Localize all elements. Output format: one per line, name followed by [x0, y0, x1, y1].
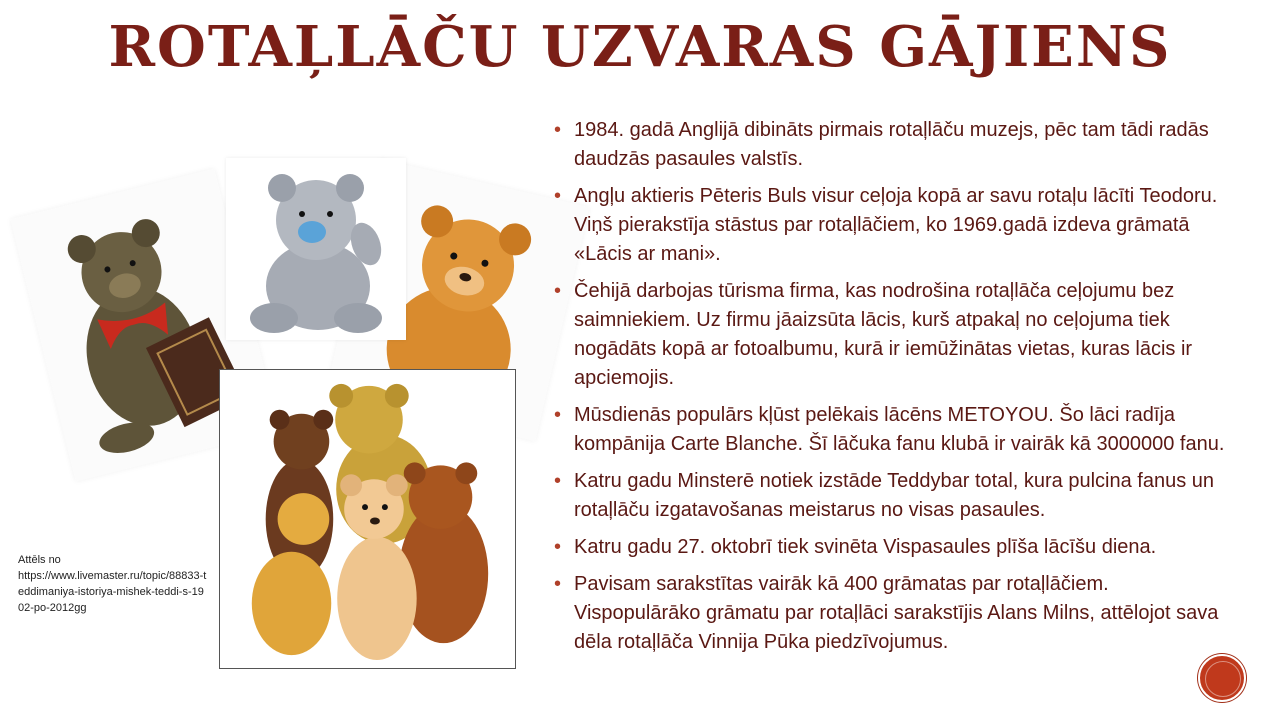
bullet-item: [552, 182, 1232, 269]
bullet-icon: •: [554, 536, 562, 558]
slide-nav-button[interactable]: [1198, 654, 1246, 702]
bullet-text: Katru gadu 27. oktobrī tiek svinēta Vispasaules plīša lācīšu diena.: [574, 536, 1157, 558]
bullet-list: [552, 116, 1232, 665]
bullet-icon: •: [554, 185, 562, 207]
bullet-text: Katru gadu Minsterē notiek izstāde Teddybar total, kura pulcina fanus un rotaļlāču izgatavošanas meistarus no visas pasaules.: [574, 470, 1215, 521]
bullet-text: Pavisam sarakstītas vairāk kā 400 grāmatas par rotaļlāčiem. Vispopulārāko grāmatu par rotaļlāci sarakstījis Alans Milns, attēlojot sava dēla rotaļlāča Vinnija Pūka piedzīvojumus.: [574, 573, 1219, 653]
bullet-icon: •: [554, 573, 562, 595]
bullet-icon: •: [554, 119, 562, 141]
image-credit: [18, 552, 208, 616]
bullet-item: [552, 401, 1232, 459]
bullet-text: Mūsdienās populārs kļūst pelēkais lācēns METOYOU. Šo lāci radīja kompānija Carte Blanche. Šī lāčuka fanu klubā ir vairāk kā 3000000 fanu.: [574, 404, 1225, 455]
image-credit-label: Attēls no: [18, 554, 61, 566]
bullet-item: [552, 533, 1232, 562]
bullet-text: Čehijā darbojas tūrisma firma, kas nodrošina rotaļlāča ceļojumu bez saimniekiem. Uz firmu jāaizsūta lācis, kurš atpakaļ no ceļojuma tiek nogādāts kopā ar fotoalbumu, kurā ir iemūžinātas vietas, kuras lācis ir apciemojis.: [574, 280, 1193, 389]
bullet-text: 1984. gadā Anglijā dibināts pirmais rotaļlāču muzejs, pēc tam tādi radās daudzās pasaules valstīs.: [574, 119, 1209, 170]
bullet-icon: •: [554, 280, 562, 302]
slide-title: ROTAĻLĀČU UZVARAS GĀJIENS: [108, 14, 1172, 80]
bullet-text: Angļu aktieris Pēteris Buls visur ceļoja kopā ar savu rotaļu lācīti Teodoru. Viņš pierakstīja stāstus par rotaļlāčiem, ko 1969.gadā izdeva grāmatā «Lācis ar mani».: [574, 185, 1218, 265]
bullet-item: [552, 570, 1232, 657]
bullet-item: [552, 467, 1232, 525]
teddy-group-photo: [219, 369, 516, 669]
bullet-item: [552, 277, 1232, 393]
bullet-icon: •: [554, 470, 562, 492]
image-credit-url[interactable]: https://www.livemaster.ru/topic/88833-teddimaniya-istoriya-mishek-teddi-s-1902-po-2012gg: [18, 570, 207, 614]
grey-teddy-photo: [226, 158, 406, 340]
bullet-item: [552, 116, 1232, 174]
bullet-icon: •: [554, 404, 562, 426]
